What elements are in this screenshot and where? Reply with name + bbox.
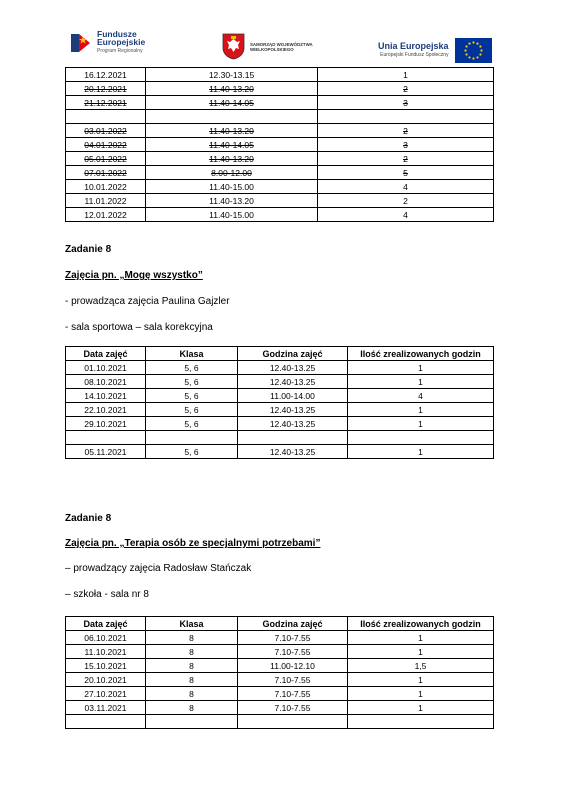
cell-date: 06.10.2021 xyxy=(66,631,146,645)
cell-count: 5 xyxy=(318,166,494,180)
table-row xyxy=(66,403,494,417)
cell-class: 5, 6 xyxy=(146,403,238,417)
table-row xyxy=(66,194,494,208)
eu-flag-icon xyxy=(455,38,492,63)
cell-count: 4 xyxy=(318,180,494,194)
section2-room: - sala sportowa – sala korekcyjna xyxy=(65,322,213,333)
cell-hours: 11.00-14.00 xyxy=(238,389,348,403)
cell-count: 4 xyxy=(318,208,494,222)
eu-star-icon xyxy=(479,45,481,47)
fe-line-2: Europejskie xyxy=(97,37,146,47)
cell-hours: 11.40-14.05 xyxy=(146,96,318,110)
cell-count xyxy=(348,715,494,729)
table-row xyxy=(66,445,494,459)
cell-date xyxy=(66,715,146,729)
cell-hours xyxy=(238,715,348,729)
cell-class: 8 xyxy=(146,673,238,687)
cell-count: 1 xyxy=(348,701,494,715)
cell-hours: 11.40-15.00 xyxy=(146,208,318,222)
eu-star-icon xyxy=(472,57,474,59)
section2-teacher: - prowadząca zajęcia Paulina Gajzler xyxy=(65,296,230,307)
cell-class: 8 xyxy=(146,631,238,645)
cell-hours: 12.40-13.25 xyxy=(238,417,348,431)
cell-count: 3 xyxy=(318,96,494,110)
section2-title: Zajęcia pn. „Mogę wszystko” xyxy=(65,270,203,281)
col-date-header: Data zajęć xyxy=(66,347,146,361)
cell-hours: 7.10-7.55 xyxy=(238,687,348,701)
cell-count: 4 xyxy=(348,389,494,403)
cell-count: 1 xyxy=(348,361,494,375)
section2-heading: Zadanie 8 xyxy=(65,244,112,255)
table-row xyxy=(66,389,494,403)
table-header-row xyxy=(66,617,494,631)
cell-hours xyxy=(146,110,318,124)
cell-count: 1 xyxy=(348,687,494,701)
cell-class: 5, 6 xyxy=(146,445,238,459)
eu-star-icon xyxy=(465,45,467,47)
table-row xyxy=(66,701,494,715)
cell-date: 20.12.2021 xyxy=(66,82,146,96)
cell-count: 2 xyxy=(318,194,494,208)
cell-count: 2 xyxy=(318,82,494,96)
cell-date: 01.10.2021 xyxy=(66,361,146,375)
cell-date: 11.10.2021 xyxy=(66,645,146,659)
eu-star-icon xyxy=(468,42,470,44)
cell-class: 5, 6 xyxy=(146,375,238,389)
table-row xyxy=(66,687,494,701)
cell-hours: 11.40-13.20 xyxy=(146,152,318,166)
cell-class: 5, 6 xyxy=(146,361,238,375)
table-row xyxy=(66,68,494,82)
cell-date: 16.12.2021 xyxy=(66,68,146,82)
unia-europejska-logo xyxy=(378,38,492,63)
cell-count: 1,5 xyxy=(348,659,494,673)
table-row xyxy=(66,645,494,659)
cell-class: 8 xyxy=(146,659,238,673)
cell-date: 11.01.2022 xyxy=(66,194,146,208)
section3-heading: Zadanie 8 xyxy=(65,513,112,524)
cell-class xyxy=(146,715,238,729)
cell-count xyxy=(348,431,494,445)
section3-title: Zajęcia pn. „Terapia osób ze specjalnymi potrzebami” xyxy=(65,538,321,549)
cell-count: 1 xyxy=(348,403,494,417)
cell-date: 03.01.2022 xyxy=(66,124,146,138)
cell-class: 5, 6 xyxy=(146,417,238,431)
col-hours-header: Godzina zajęć xyxy=(238,347,348,361)
eagle-shield-icon xyxy=(222,33,245,60)
cell-count: 1 xyxy=(348,445,494,459)
cell-hours: 11.00-12.10 xyxy=(238,659,348,673)
cell-hours: 11.40-13.20 xyxy=(146,124,318,138)
col-hours-header: Godzina zajęć xyxy=(238,617,348,631)
col-count-header: Ilość zrealizowanych godzin xyxy=(348,617,494,631)
section3-teacher: – prowadzący zajęcia Radosław Stańczak xyxy=(65,563,252,574)
cell-date: 29.10.2021 xyxy=(66,417,146,431)
table-row xyxy=(66,375,494,389)
sw-line-1: SAMORZĄD WOJEWÓDZTWA xyxy=(250,41,313,47)
cell-hours: 11.40-13.20 xyxy=(146,82,318,96)
cell-count: 1 xyxy=(348,673,494,687)
cell-date: 22.10.2021 xyxy=(66,403,146,417)
eu-star-icon xyxy=(479,53,481,55)
cell-date: 03.11.2021 xyxy=(66,701,146,715)
cell-count xyxy=(318,110,494,124)
cell-count: 2 xyxy=(318,124,494,138)
cell-class: 8 xyxy=(146,687,238,701)
fe-line-3: Program Regionalny xyxy=(97,48,143,54)
cell-class: 5, 6 xyxy=(146,389,238,403)
cell-date: 12.01.2022 xyxy=(66,208,146,222)
ue-line-1: Unia Europejska xyxy=(378,40,449,51)
col-class-header: Klasa xyxy=(146,347,238,361)
cell-hours: 12.40-13.25 xyxy=(238,375,348,389)
table-row xyxy=(66,82,494,96)
table-header-row xyxy=(66,347,494,361)
cell-date: 08.10.2021 xyxy=(66,375,146,389)
schedule-table-continued xyxy=(65,67,494,222)
cell-hours: 11.40-13.20 xyxy=(146,194,318,208)
table-row xyxy=(66,96,494,110)
cell-date: 20.10.2021 xyxy=(66,673,146,687)
cell-hours: 12.40-13.25 xyxy=(238,361,348,375)
col-count-header: Ilość zrealizowanych godzin xyxy=(348,347,494,361)
cell-hours: 7.10-7.55 xyxy=(238,645,348,659)
fe-line-1: Fundusze xyxy=(97,29,137,39)
cell-date: 14.10.2021 xyxy=(66,389,146,403)
table-row xyxy=(66,715,494,729)
cell-hours: 7.10-7.55 xyxy=(238,673,348,687)
eu-star-icon xyxy=(464,49,466,51)
cell-count: 2 xyxy=(318,152,494,166)
cell-date: 05.11.2021 xyxy=(66,445,146,459)
cell-date xyxy=(66,431,146,445)
eu-star-icon xyxy=(476,56,478,58)
section2-schedule-table xyxy=(65,346,494,459)
section3-schedule-table xyxy=(65,616,494,729)
cell-date: 10.01.2022 xyxy=(66,180,146,194)
cell-hours: 12.30-13.15 xyxy=(146,68,318,82)
table-row xyxy=(66,673,494,687)
cell-count: 1 xyxy=(318,68,494,82)
cell-hours xyxy=(238,431,348,445)
table-row xyxy=(66,180,494,194)
table-row xyxy=(66,417,494,431)
ue-line-2: Europejski Fundusz Społeczny xyxy=(380,51,449,58)
col-date-header: Data zajęć xyxy=(66,617,146,631)
fundusze-europejskie-icon xyxy=(70,32,92,54)
cell-class: 8 xyxy=(146,701,238,715)
cell-count: 1 xyxy=(348,375,494,389)
eu-star-icon xyxy=(472,41,474,43)
cell-date: 21.12.2021 xyxy=(66,96,146,110)
eu-star-icon xyxy=(476,42,478,44)
cell-hours: 7.10-7.55 xyxy=(238,701,348,715)
cell-hours: 11.40-15.00 xyxy=(146,180,318,194)
eu-star-icon xyxy=(480,49,482,51)
table-row xyxy=(66,361,494,375)
col-class-header: Klasa xyxy=(146,617,238,631)
cell-hours: 12.40-13.25 xyxy=(238,403,348,417)
fundusze-europejskie-logo xyxy=(70,30,145,55)
cell-count: 3 xyxy=(318,138,494,152)
cell-date: 27.10.2021 xyxy=(66,687,146,701)
cell-date: 05.01.2022 xyxy=(66,152,146,166)
cell-hours: 11.40-14.05 xyxy=(146,138,318,152)
samorzad-wielkopolski-logo xyxy=(222,33,313,60)
cell-date: 07.01.2022 xyxy=(66,166,146,180)
cell-hours: 12.40-13.25 xyxy=(238,445,348,459)
table-row xyxy=(66,124,494,138)
table-row xyxy=(66,431,494,445)
cell-date: 15.10.2021 xyxy=(66,659,146,673)
cell-hours: 8.00-12.00 xyxy=(146,166,318,180)
section3-room: – szkoła - sala nr 8 xyxy=(65,589,149,600)
table-row xyxy=(66,631,494,645)
sw-line-2: WIELKOPOLSKIEGO xyxy=(250,46,294,52)
cell-date: 04.01.2022 xyxy=(66,138,146,152)
table-row xyxy=(66,110,494,124)
cell-class: 8 xyxy=(146,645,238,659)
eu-star-icon xyxy=(468,56,470,58)
cell-hours: 7.10-7.55 xyxy=(238,631,348,645)
cell-date xyxy=(66,110,146,124)
cell-class xyxy=(146,431,238,445)
cell-count: 1 xyxy=(348,631,494,645)
table-row xyxy=(66,138,494,152)
page-header xyxy=(0,0,575,66)
table-row xyxy=(66,166,494,180)
cell-count: 1 xyxy=(348,417,494,431)
table-row xyxy=(66,659,494,673)
table-row xyxy=(66,208,494,222)
eu-star-icon xyxy=(465,53,467,55)
cell-count: 1 xyxy=(348,645,494,659)
table-row xyxy=(66,152,494,166)
